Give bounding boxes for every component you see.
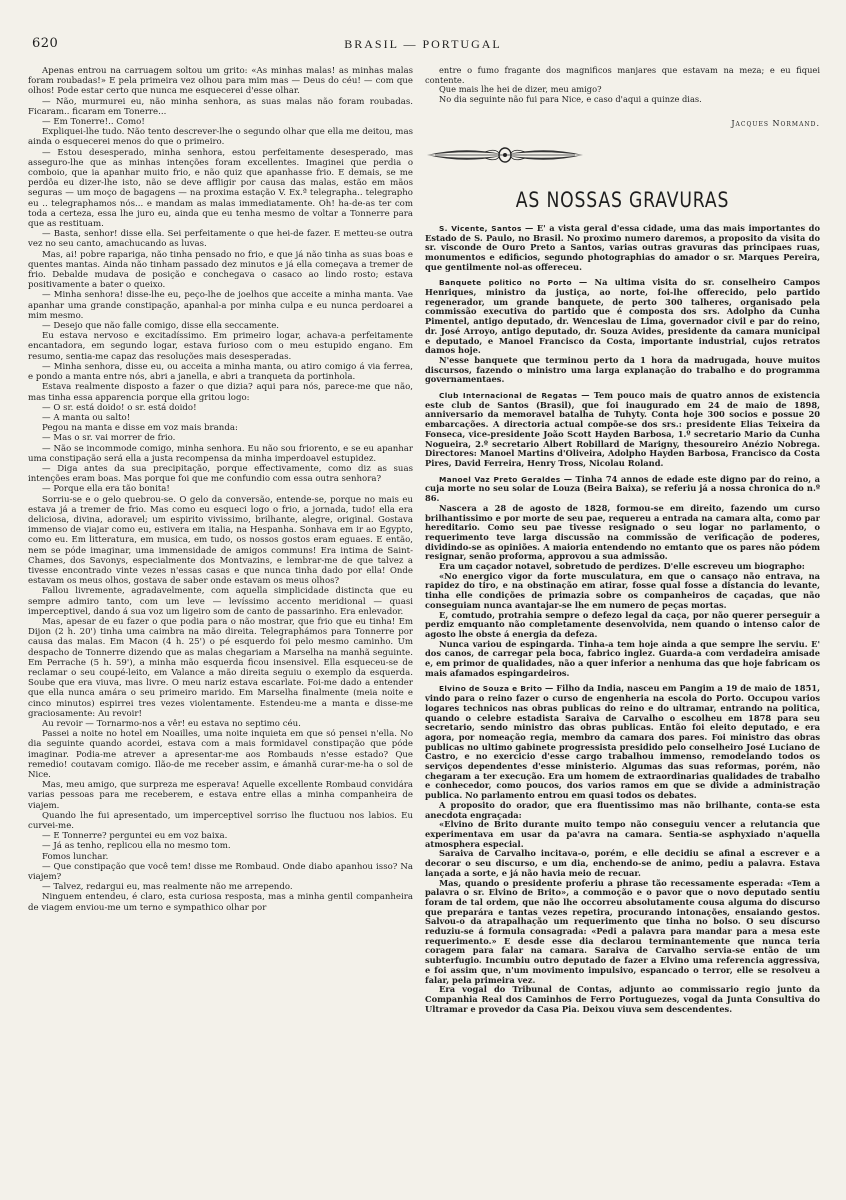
entry-paragraph — [425, 278, 820, 356]
story-paragraph: Pegou na manta e disse em voz mais branda: — [42, 423, 238, 434]
engraving-entry — [425, 684, 820, 1014]
story-paragraph: Mas, ai! pobre raparigа, não tinha pensado no frio, e que já não tinha as suas boas e quentes mantas. Ainda não tinham passado dez minutos e já ella começava a tremer de frio. Debalde mudava de posição e conchegava o casaco ao lindo rosto; estava positivamente a bater o queixo. — [28, 249, 413, 291]
story-paragraph: — Minha senhora! disse-lhe eu, peço-lhe de joelhos que acceite a minha manta. Vae apanhar uma grande constipação, apanhal-a por minha culpa e eu nunca perdoarei a mim mesmo. — [28, 290, 413, 321]
entry-paragraph: Era vogal do Tribunal de Contas, adjunto ao commissario regio junto da Companhia Real dos Caminhos de Ferro Portuguezes, vogal da Junta Consultiva do Ultramar e provedor da Casa Pia. Deixou viuva sem descendentes. — [425, 984, 820, 1014]
story-paragraph: — Mas o sr. vai morrer de frio. — [42, 433, 176, 444]
page-number: 620 — [32, 36, 59, 51]
story-paragraph: Ninguem entendeu, é claro, esta curiosa resposta, mas a minha gentil companheira de viagem enviou-me um terno e sympathico olhar por — [28, 892, 413, 913]
entry-paragraph — [425, 684, 820, 800]
story-paragraph: Mas, meu amigo, que surpreza me esperava! Aquelle excellente Rombaud convidára varias pessoas para me receberem, e estava entre ellas a minha companheira de viajem. — [28, 780, 413, 811]
story-paragraph: — Desejo que não falle comigo, disse ella seccamente. — [42, 321, 280, 332]
story-paragraph: — Basta, senhor! disse ella. Sei perfeitamente o que hei-de fazer. E metteu-se outra vez no seu canto, amachucando as luvas. — [28, 229, 413, 250]
entry-title: Club Internacional de Regatas — [439, 391, 578, 401]
engraving-entry — [425, 391, 820, 469]
story-paragraph: Fomos lunchar. — [42, 851, 109, 862]
story-paragraph: Sorriu-se e o gelo quebrou-se. O gelo da conversão, entende-se, porque no mais eu estava já a tremer de frio. Mas como eu esqueci logo o frio, a jornada, tudo! ella era deliciosa, divina, adoravel; um espirito vivissimo, brilhante, alegre, original. Gostava immenso de viajar como eu, estivera em italia, na Hespanha. Sonhava em ir ao Egypto, como eu. Em litteratura, em musica, em tudo, os nossos gostos eram eguaes. E então, nem se póde imaginar, uma immensidade de amigos communs! Era intima de Saint-Chames, dos Savonys, especialmente dos Montvazins, e lembrar-me de que talvez a tivesse encontrado vinte vezes n'essas casas e que nunca tinha dado por ella! Onde estavam os meus olhos, gostava de saber onde estavam os meus olhos? — [28, 494, 413, 587]
story-paragraph: Fallou livremente, agradavelmente, com aquella simplicidade distincta que eu sempre admiro tanto, com um leve — levíssimo accento meridional — quasi imperceptivel, dando á sua voz um ligeiro som de canto de passarinho. Era enlevador. — [28, 586, 413, 617]
story-ending — [425, 66, 820, 105]
entry-text: — Filho da India, nasceu em Pangim a 19 de maio de 1851, vindo para o reino fazer o curso de engenheria na escola do Porto. Occupou varios logares technicos nas obras publicas do reino e do ultramar, entrando na politica, quando o celebre estadista Saraiva de Carvalho o escolheu em 1878 para seu secretario, sendo ministro das obras publicas. Então foi eleito deputado, e era agora, por nomeação regia, membro da camara dos pares. Foi ministro das obras publicas no ultimo gabinete progressista presidido pelo conselheiro José Luciano de Castro, e no exercicio d'esse cargo trabalhou immenso, remodelando todos os serviços dependentes d'esse ministerio. Algumas das suas reformas, porém, não chegaram a ter execução. Era um homem de extraordinarias qualidades de trabalho e conhecedor, como poucos, dos varios ramos em que se divide a administração publica. No parlamento entrou em quasi todos os debates. — [425, 683, 820, 801]
story-paragraph: — A manta ou salto! — [42, 412, 131, 423]
section-title: AS NOSSAS GRAVURAS — [515, 187, 730, 212]
story-paragraph: — Não, murmurei eu, não minha senhora, as suas malas não foram roubadas. Ficaram.. ficaram em Tonerre... — [28, 96, 413, 117]
story-paragraph: entre o fumo fragante dos magnificos manjares que estavam na meza; e eu fiquei contente. — [425, 66, 820, 85]
story-paragraph: — Porque ella era tão bonita! — [42, 484, 170, 495]
entry-title: Banquete politico no Porto — [439, 278, 572, 288]
author-signature: Jacques Normand. — [731, 118, 820, 128]
entry-title: Elvino de Souza e Brito — [439, 684, 543, 694]
entry-text: — Tinha 74 annos de edade este digno par do reino, a cuja morte no seu solar de Louza (Beira Baixa), se referiu já a nossa chronica do n.º 86. — [425, 473, 820, 504]
story-paragraph: — Não se incommode comigo, minha senhora. Eu não sou friorento, e se eu apanhar uma constipação será ella a justa recompensa da minha imperdoavel estupidez. — [28, 443, 413, 464]
right-column — [425, 66, 820, 1186]
story-paragraph: Au revoir — Tornarmo-nos a vêr! eu estava no septimo céu. — [42, 719, 301, 729]
running-title: BRASIL — PORTUGAL — [344, 37, 502, 51]
story-paragraph: Expliquei-lhe tudo. Não tento descrever-lhe o segundo olhar que ella me deitou, mas ainda o esquecerei menos do que o primeiro. — [28, 127, 413, 148]
entry-paragraph: Mas, quando o presidente proferiu a phrase tão recessamente esperada: «Tem a palavra o sr. Elvino de Brito», a commoção e o pavor que o novo deputado sentiu foram de tal ordem, que não lhe occorreu absolutamente cousa alguma do discurso que preparára e tantas vezes repetira, procurando intonações, ensaiando gestos. Salvou-o da atrapalhação um requerimento que tinha no bolso. O seu discurso reduziu-se á formula consagrada: «Pedi a palavra para mandar para a mesa este requerimento.» E desde esse dia declarou terminantemente que nunca teria coragem para falar na camara. Saraiva de Carvalho servia-se então de um subterfugio. Incumbiu outro deputado de fazer a Elvino uma referencia aggressiva, e foi assim que, n'um movimento impulsivo, espancado o terror, elle se resolveu a falar, pela primeira vez. — [425, 877, 820, 985]
story-paragraph: Estava realmente disposto a fazer o que dizia? aqui para nós, parece-me que não, mas tinha essa apparencia porque ella gritou logo: — [28, 382, 413, 403]
entry-paragraph — [425, 475, 820, 504]
entry-paragraph: Nascera a 28 de agosto de 1828, formou-se em direito, fazendo um curso brilhantissimo e por morte de seu pae, requereu a entrada na camara alta, como par hereditario. Como seu pae tivesse resignado o seu logar no parlamento, o requerimento teve larga discussão na commissão de verificação de poderes, dividindo-se as opiniões. A maioria entendendo no emtanto que os pares não pódem resignar, senão proforma, approvou a sua admissão. — [425, 502, 820, 562]
entry-paragraph — [425, 391, 820, 469]
story-paragraph: — Minha senhora, disse eu, ou acceita a minha manta, ou atiro comigo á via ferrea, e pondo a manta entre nós, abri a janella, e abri a tranqueta da portinhola. — [28, 361, 413, 383]
story-paragraph: — Diga antes da sua precipitação, porque effectivamente, como diz as suas intenções eram boas. Mas porque foi que me confundio com essa outra senhora? — [28, 463, 413, 485]
winged-ornament-icon — [425, 144, 585, 166]
story-paragraph: Quando lhe fui apresentado, um imperceptivel sorriso lhe fluctuou nos labios. Eu curvei-me. — [28, 810, 413, 832]
story-paragraph: — Em Tonerre!.. Como! — [42, 117, 145, 128]
story-paragraph: Eu estava nervoso e excitadíssimo. Em primeiro logar, achava-a perfeitamente encantadora, em segundo logar, estava furioso com o meu estupido engano. Em resumo, sentia-me capaz das resoluções mais desesperadas. — [28, 331, 413, 362]
entry-paragraph — [425, 224, 820, 273]
engraving-entry — [425, 224, 820, 273]
story-paragraph: Apenas entrou na carruagem soltou um grito: «As minhas malas! as minhas malas foram roubadas!» E pela primeira vez olhou para mim mas — Deus do céu! — com que olhos! Pode estar certo que nunca me esquecerei d'esse olhar. — [28, 66, 413, 97]
entry-paragraph: «Elvino de Brito durante muito tempo não conseguiu vencer a relutancia que experimentava em usar da pa'avra na camara. Sentia-se asphyxiado n'aquella atmosphera especial. — [425, 819, 820, 849]
entry-paragraph: E, comtudo, protrahia sempre o defezo legal da caça, por não querer perseguir a perdiz emquanto não completamente desenvolvida, nem quando o intenso calor de agosto lhe obste á energia da defeza. — [425, 609, 820, 639]
entry-text: — E' a vista geral d'essa cidade, uma das mais importantes do Estado de S. Paulo, no Brasil. No proximo numero daremos, a proposito da visita do sr. visconde de Ouro Preto a Santos, varias outras gravuras das principaes ruas, monumentos e edificios, segundo photographias do amador o sr. Marques Pereira, que gentilmente nol-as offereceu. — [425, 222, 820, 272]
story-paragraph: Que mais lhe hei de dizer, meu amigo? — [439, 84, 602, 95]
entry-paragraph: A proposito do orador, que era fluentissimo mas não brilhante, conta-se esta anecdota engraçada: — [425, 799, 820, 820]
entry-title: S. Vicente, Santos — [439, 223, 522, 233]
story-paragraph: — Já as tenho, replicou ella no mesmo tom. — [42, 841, 231, 852]
story-paragraph: — Talvez, redargui eu, mas realmente não me arrependo. — [42, 882, 293, 893]
entry-text: — Na ultima visita do sr. conselheiro Campos Henriques, ministro da justiça, ao norte, foi-lhe offerecido, pelo partido regenerador, um grande banquete, de perto 300 talheres, organisado pela commissão executiva do partido que é composta dos srs. Adolpho da Cunha Pimentel, antigo deputado, dr. Wenceslau de Lima, governador civil e par do reino, dr. José Arroyo, antigo deputado, dr. Souza Avides, presidente da camara municipal e deputado, e Manoel Francisco da Costa, importante industrial, cujos retratos damos hoje. — [425, 277, 820, 356]
entry-paragraph: Nunca variou de espingarda. Tinha-a tem hoje ainda a que sempre lhe serviu. E' dos canos, de carregar pela boca, fabrico inglez. Guarda-a com verdadeira amisade e, em primor de qualidades, não a quer inferior a nenhuma das que hoje fabricam os mais afamados espingardeiros. — [425, 638, 820, 678]
entry-paragraph: «No energico vigor da forte musculatura, em que o cansaço não entrava, na rapidez do tiro, e na obstinação em atirar, fosse qual fosse a distancia do levante, tinha elle condições de primazia sobre os companheiros de caçadas, que não conseguiam nunca avantajar-se lhe em numero de peças mortas. — [425, 570, 820, 610]
engravings-entries — [425, 224, 820, 1015]
story-paragraph: Passei a noite no hotel em Noailles, uma noite inquieta em que só pensei n'ella. No dia seguinte quando acordei, estava com a mais formidavel constipação que póde imaginar. Podia-me atrever a apresentar-me aos Rombauds n'esse estado? Que remedio! coutavam comigo. Ilão-de me receber assim, e ámanhã curar-me-ha o sol de Nice. — [28, 729, 413, 781]
entry-paragraph: N'esse banquete que terminou perto da 1 hora da madrugada, houve muitos discursos, fazendo o ministro uma larga explanação do trabalho e do programma governamentaes. — [425, 354, 820, 385]
story-paragraph: Mas, apesar de eu fazer o que podia para o não mostrar, que frio que eu tinha! Em Dijon (2 h. 20') tinha uma caimbra na mão direita. Telegraphámos para Tonnerre por causa das malas. Em Macon (4 h. 25') o pé esquerdo foi pelo mesmo caminho. Um despacho de Tonnerre dizendo que as malas chegariam a Marselha na manhã seguinte. Em Perrache (5 h. 59'), a minha mão esquerda ficou insensivel. Ella esqueceu-se de reclamar o seu coupé-leito, em Valance a mão direita seguiu o exemplo da esquerda. Soube que era viuva, mas livre. O meu nariz estava escarlate. Foi-me dado a entender que ella nunca amára o seu primeiro marido. Em Marselha finalmente (meia noite e cinco minutos) espirrei tres vezes violentamente. Estendeu-me a manta e disse-me graciosamente: Au revoir! — [28, 616, 413, 719]
engraving-entry — [425, 475, 820, 679]
story-paragraph: No dia seguinte não fui para Nice, e caso d'aqui a quinze dias. — [439, 94, 702, 105]
story-paragraph: — E Tonnerre? perguntei eu em voz baixa. — [42, 831, 228, 842]
entry-paragraph: Era um caçador notavel, sobretudo de perdizes. D'elle escreveu um biographo: — [439, 561, 805, 572]
left-column — [28, 66, 413, 1186]
entry-title: Manoel Vaz Preto Geraldes — [439, 474, 561, 484]
story-paragraph: — Que constipação que você tem! disse me Rombaud. Onde diabo apanhou isso? Na viajem? — [28, 861, 413, 883]
story-paragraph: — O sr. está doido! o sr. está doido! — [42, 402, 197, 413]
story-paragraph: — Estou desesperado, minha senhora, estou perfeitamente desesperado, mas asseguro-lhe que as minhas intenções foram excellentes. Imaginei que perdia o comboio, que ia apanhar muito frio, e não quiz que apanhasse frio. E demais, se me perdôa eu dizer-lhe isto, não se deve affligir por causa das malas, estão em mãos seguras — um moço de bagagens — na proxima estação V. Ex.ª telegrapha.. telegrapho eu .. telegraphamos nós... e mandam as malas immediatamente. Oh! ha-de-as ter com toda a certeza, essa lhe juro eu, ainda que eu tenha mesmo de voltar a Tonnerre para que as restituam. — [28, 147, 413, 230]
entry-paragraph: Saraiva de Carvalho incitava-o, porém, e elle decidiu se afinal a escrever e a decorar o seu discurso, e um dia, enchendo-se de animo, pediu a palavra. Estava lançada a sorte, e já não havia meio de recuar. — [425, 848, 820, 878]
entry-text: — Tem pouco mais de quatro annos de existencia este club de Santos (Brasil), que foi inaugurado em 24 de maio de 1898, anniversario da memoravel batalha de Tuhyty. Conta hoje 300 socios e possue 20 embarcações. A directoria actual compõe-se dos srs.: presidente Elias Teixeira da Fonseca, vice-presidente João Scott Hayden Barbosa, 1.º secretario Mario da Cunha Nogueira, 2.º secretario Albert Robillard de Marigny, thesoureiro Anézio Nobrega. Directores: Manoel Martins d'Oliveira, Adolpho Hayden Barbosa, Francisco da Costa Pires, David Ferreira, Henry Tross, Nicolau Roland. — [425, 390, 820, 468]
engraving-entry — [425, 278, 820, 385]
